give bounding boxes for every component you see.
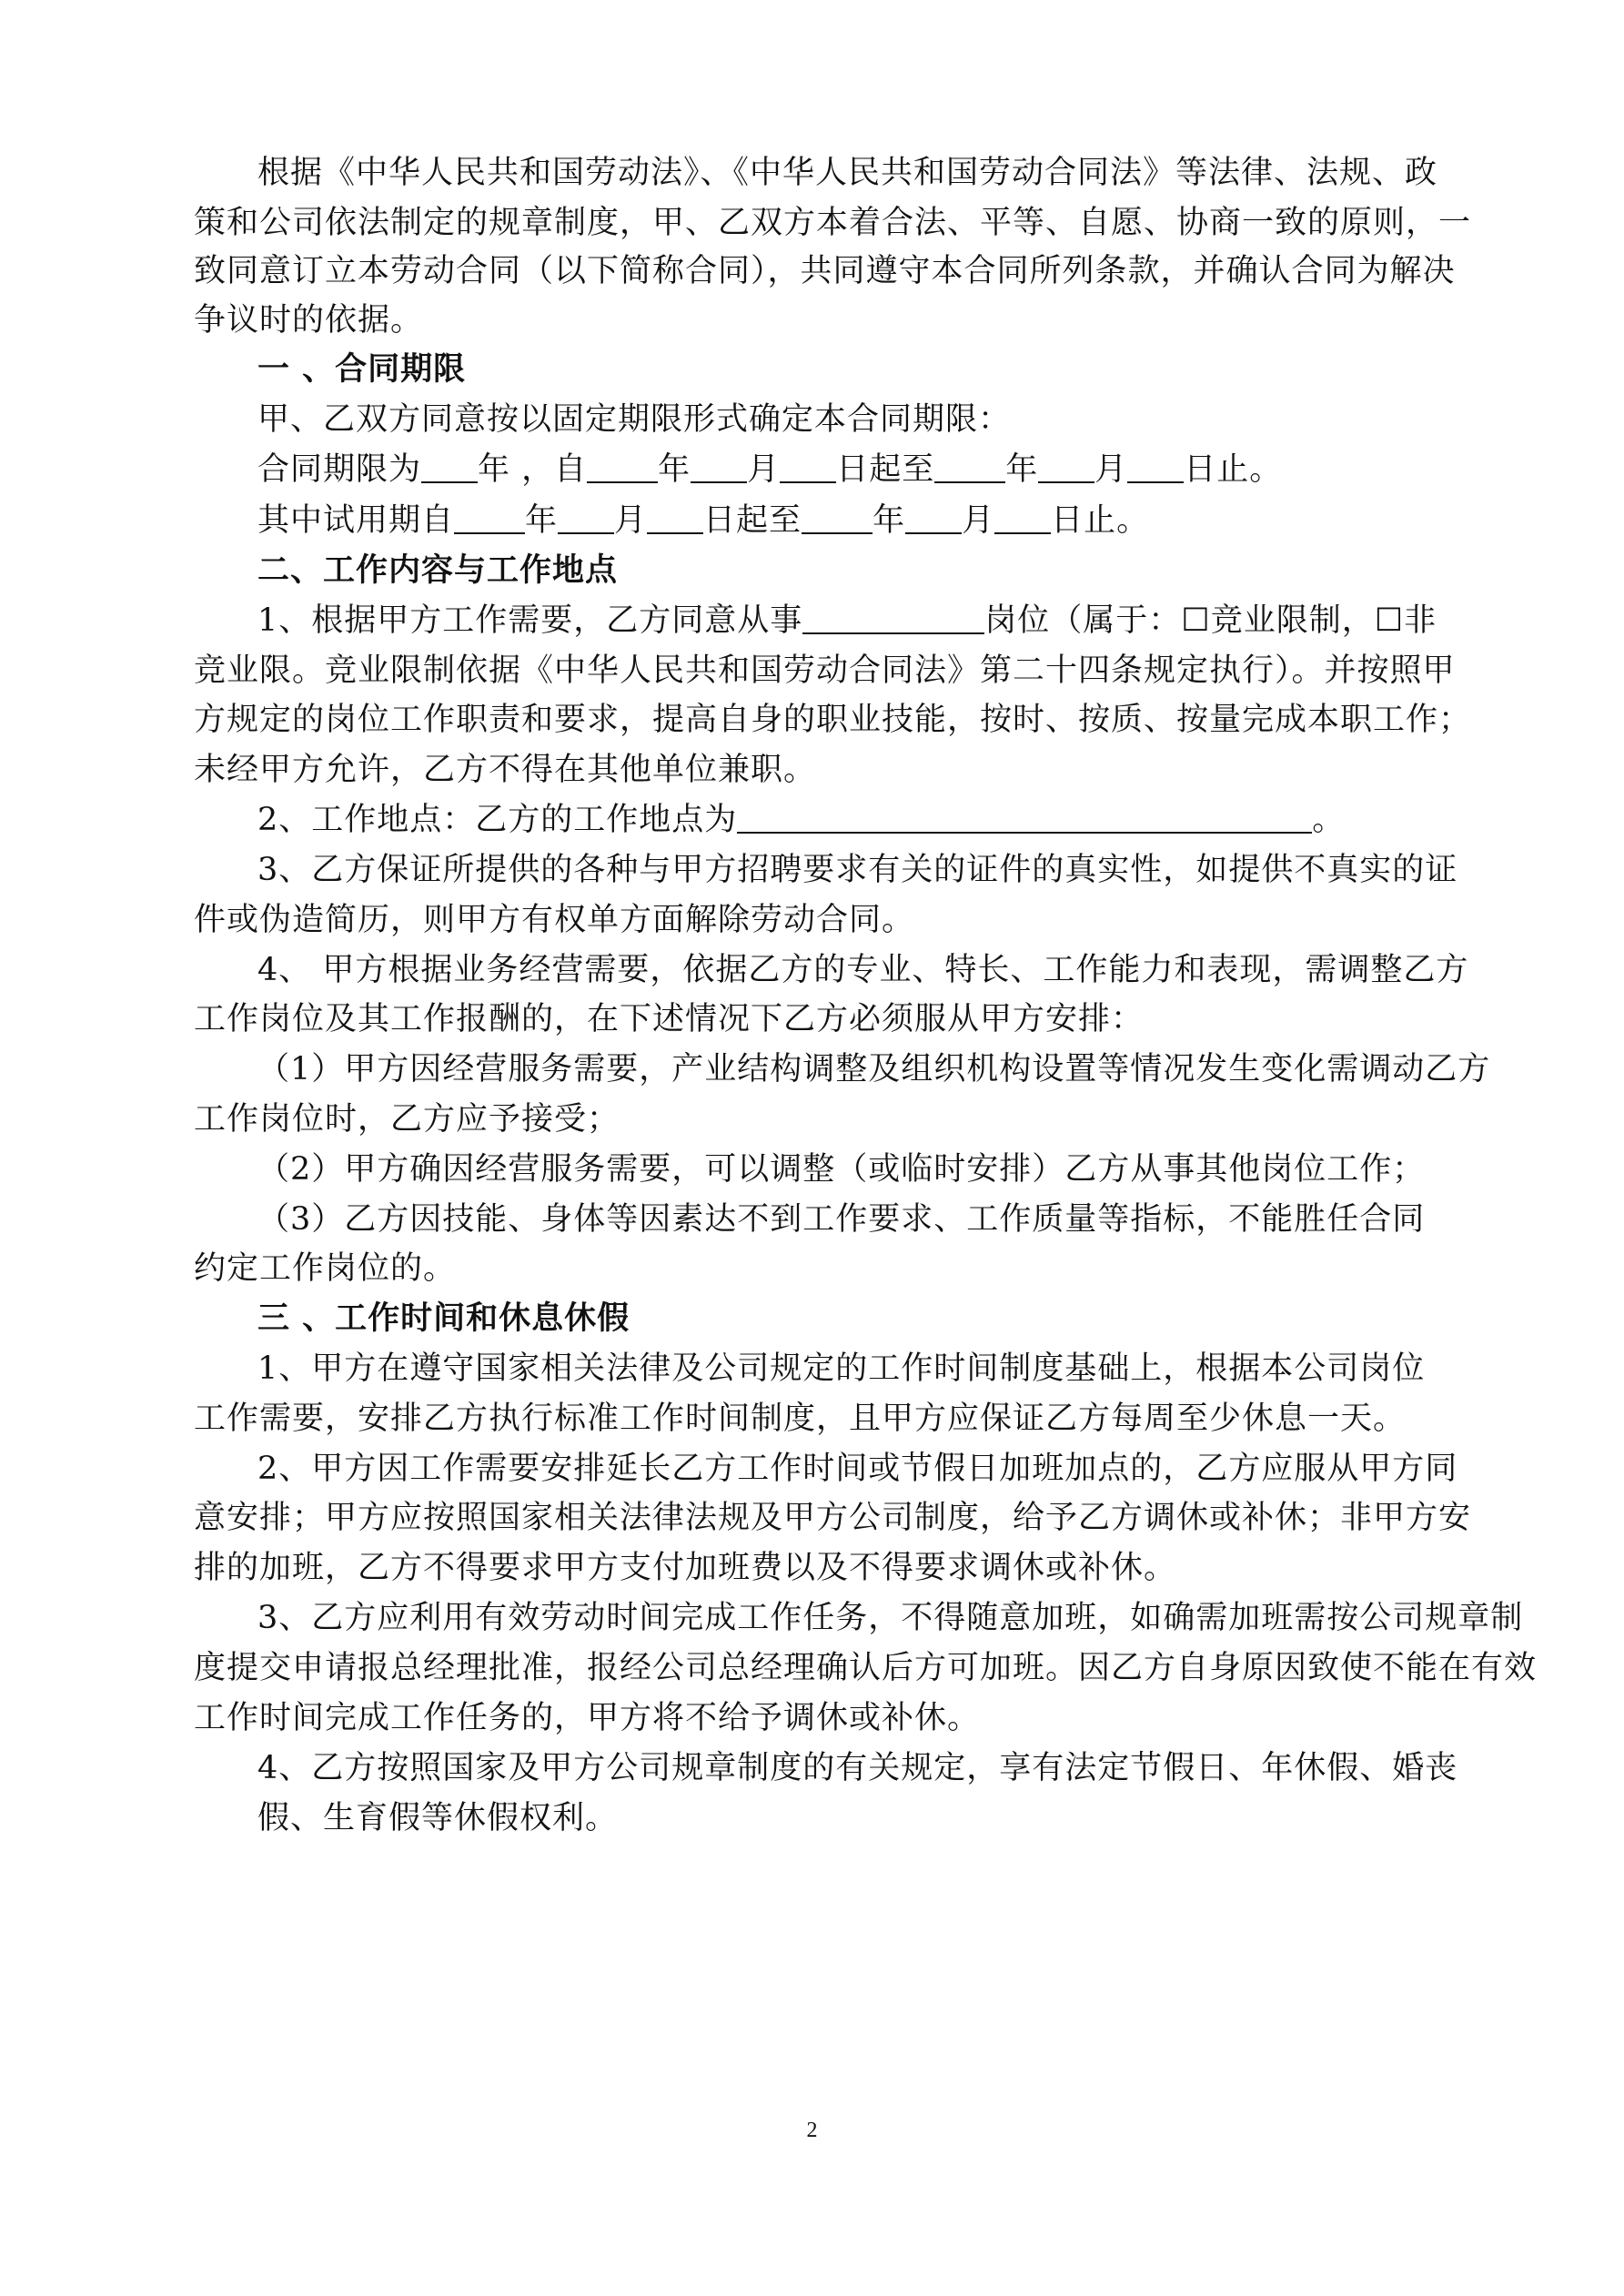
section-1-para: 甲、乙双方同意按以固定期限形式确定本合同期限： xyxy=(257,401,1012,438)
s2-item4-line2: 工作岗位及其工作报酬的，在下述情况下乙方必须服从甲方安排： xyxy=(194,1001,1145,1037)
probation-start-year-blank[interactable] xyxy=(454,501,525,534)
checkbox-icon[interactable]: ☐ xyxy=(1181,602,1211,639)
intro-line-4: 争议时的依据。 xyxy=(194,302,424,339)
s2-sub2-line1: （2）甲方确因经营服务需要，可以调整（或临时安排）乙方从事其他岗位工作； xyxy=(257,1151,1426,1188)
term-years-blank[interactable] xyxy=(421,450,478,483)
term-end-month-blank[interactable] xyxy=(1038,450,1094,483)
s2-item1-line2: 竞业限。竞业限制依据《中华人民共和国劳动合同法》第二十四条规定执行）。并按照甲 xyxy=(194,652,1456,689)
s2-item1-line3: 方规定的岗位工作职责和要求，提高自身的职业技能，按时、按质、按量完成本职工作； xyxy=(194,702,1472,738)
s2-sub1-line2: 工作岗位时，乙方应予接受； xyxy=(194,1101,620,1138)
s2-sub3-line2: 约定工作岗位的。 xyxy=(194,1250,457,1287)
checkbox-icon[interactable]: ☐ xyxy=(1374,602,1405,639)
probation-end-month-blank[interactable] xyxy=(905,501,962,534)
section-2-heading: 二、工作内容与工作地点 xyxy=(257,551,619,589)
term-end-day-blank[interactable] xyxy=(1127,450,1184,483)
s3-item3-line3: 工作时间完成工作任务的，甲方将不给予调休或补休。 xyxy=(194,1700,981,1736)
s3-item4-line2: 假、生育假等休假权利。 xyxy=(257,1800,619,1836)
s2-item3-line2: 件或伪造简历，则甲方有权单方面解除劳动合同。 xyxy=(194,902,915,938)
s2-item2-line: 2、工作地点：乙方的工作地点为 。 xyxy=(257,802,1346,838)
s3-item1-line1: 1、甲方在遵守国家相关法律及公司规定的工作时间制度基础上，根据本公司岗位 xyxy=(257,1350,1426,1387)
s2-item1-line4: 未经甲方允许，乙方不得在其他单位兼职。 xyxy=(194,752,817,788)
s2-item4-line1: 4、 甲方根据业务经营需要，依据乙方的专业、特长、工作能力和表现，需调整乙方 xyxy=(257,952,1469,988)
s3-item2-line1: 2、甲方因工作需要安排延长乙方工作时间或节假日加班加点的，乙方应服从甲方同 xyxy=(257,1451,1458,1487)
section-3-heading: 三 、工作时间和休息休假 xyxy=(257,1300,630,1337)
term-end-year-blank[interactable] xyxy=(934,450,1005,483)
s3-item2-line3: 排的加班，乙方不得要求甲方支付加班费以及不得要求调休或补休。 xyxy=(194,1550,1177,1586)
intro-line-2: 策和公司依法制定的规章制度，甲、乙双方本着合法、平等、自愿、协商一致的原则，一 xyxy=(194,205,1472,241)
s2-item3-line1: 3、乙方保证所提供的各种与甲方招聘要求有关的证件的真实性，如提供不真实的证 xyxy=(257,852,1458,888)
work-location-blank[interactable] xyxy=(737,801,1312,834)
probation-end-day-blank[interactable] xyxy=(994,501,1051,534)
probation-start-day-blank[interactable] xyxy=(647,501,703,534)
s2-sub1-line1: （1）甲方因经营服务需要，产业结构调整及组织机构设置等情况发生变化需调动乙方 xyxy=(257,1051,1491,1087)
term-start-day-blank[interactable] xyxy=(780,450,836,483)
probation-start-month-blank[interactable] xyxy=(558,501,614,534)
s3-item4-line1: 4、乙方按照国家及甲方公司规章制度的有关规定，享有法定节假日、年休假、婚丧 xyxy=(257,1750,1458,1786)
page-number: 2 xyxy=(806,2119,818,2142)
intro-line-3: 致同意订立本劳动合同（以下简称合同），共同遵守本合同所列条款，并确认合同为解决 xyxy=(194,253,1456,289)
contract-term-line: 合同期限为 年 ，自 年 月 日起至 年 月 日止。 xyxy=(257,451,1283,488)
s3-item3-line1: 3、乙方应利用有效劳动时间完成工作任务，不得随意加班，如确需加班需按公司规章制 xyxy=(257,1600,1524,1636)
section-1-heading: 一 、合同期限 xyxy=(257,350,467,388)
s3-item3-line2: 度提交申请报总经理批准，报经公司总经理确认后方可加班。因乙方自身原因致使不能在有效 xyxy=(194,1650,1538,1686)
s2-sub3-line1: （3）乙方因技能、身体等因素达不到工作要求、工作质量等指标，不能胜任合同 xyxy=(257,1201,1426,1238)
probation-line: 其中试用期自 年 月 日起至 年 月 日止。 xyxy=(257,502,1150,539)
term-start-year-blank[interactable] xyxy=(587,450,658,483)
term-start-month-blank[interactable] xyxy=(691,450,747,483)
s2-item1-line1: 1、根据甲方工作需要，乙方同意从事 岗位（属于：☐竞业限制，☐非 xyxy=(257,602,1437,639)
probation-end-year-blank[interactable] xyxy=(802,501,873,534)
s3-item1-line2: 工作需要，安排乙方执行标准工作时间制度，且甲方应保证乙方每周至少休息一天。 xyxy=(194,1401,1407,1437)
s3-item2-line2: 意安排；甲方应按照国家相关法律法规及甲方公司制度，给予乙方调休或补休；非甲方安 xyxy=(194,1500,1472,1536)
position-blank[interactable] xyxy=(802,602,984,634)
intro-line-1: 根据《中华人民共和国劳动法》、《中华人民共和国劳动合同法》等法律、法规、政 xyxy=(257,155,1438,191)
